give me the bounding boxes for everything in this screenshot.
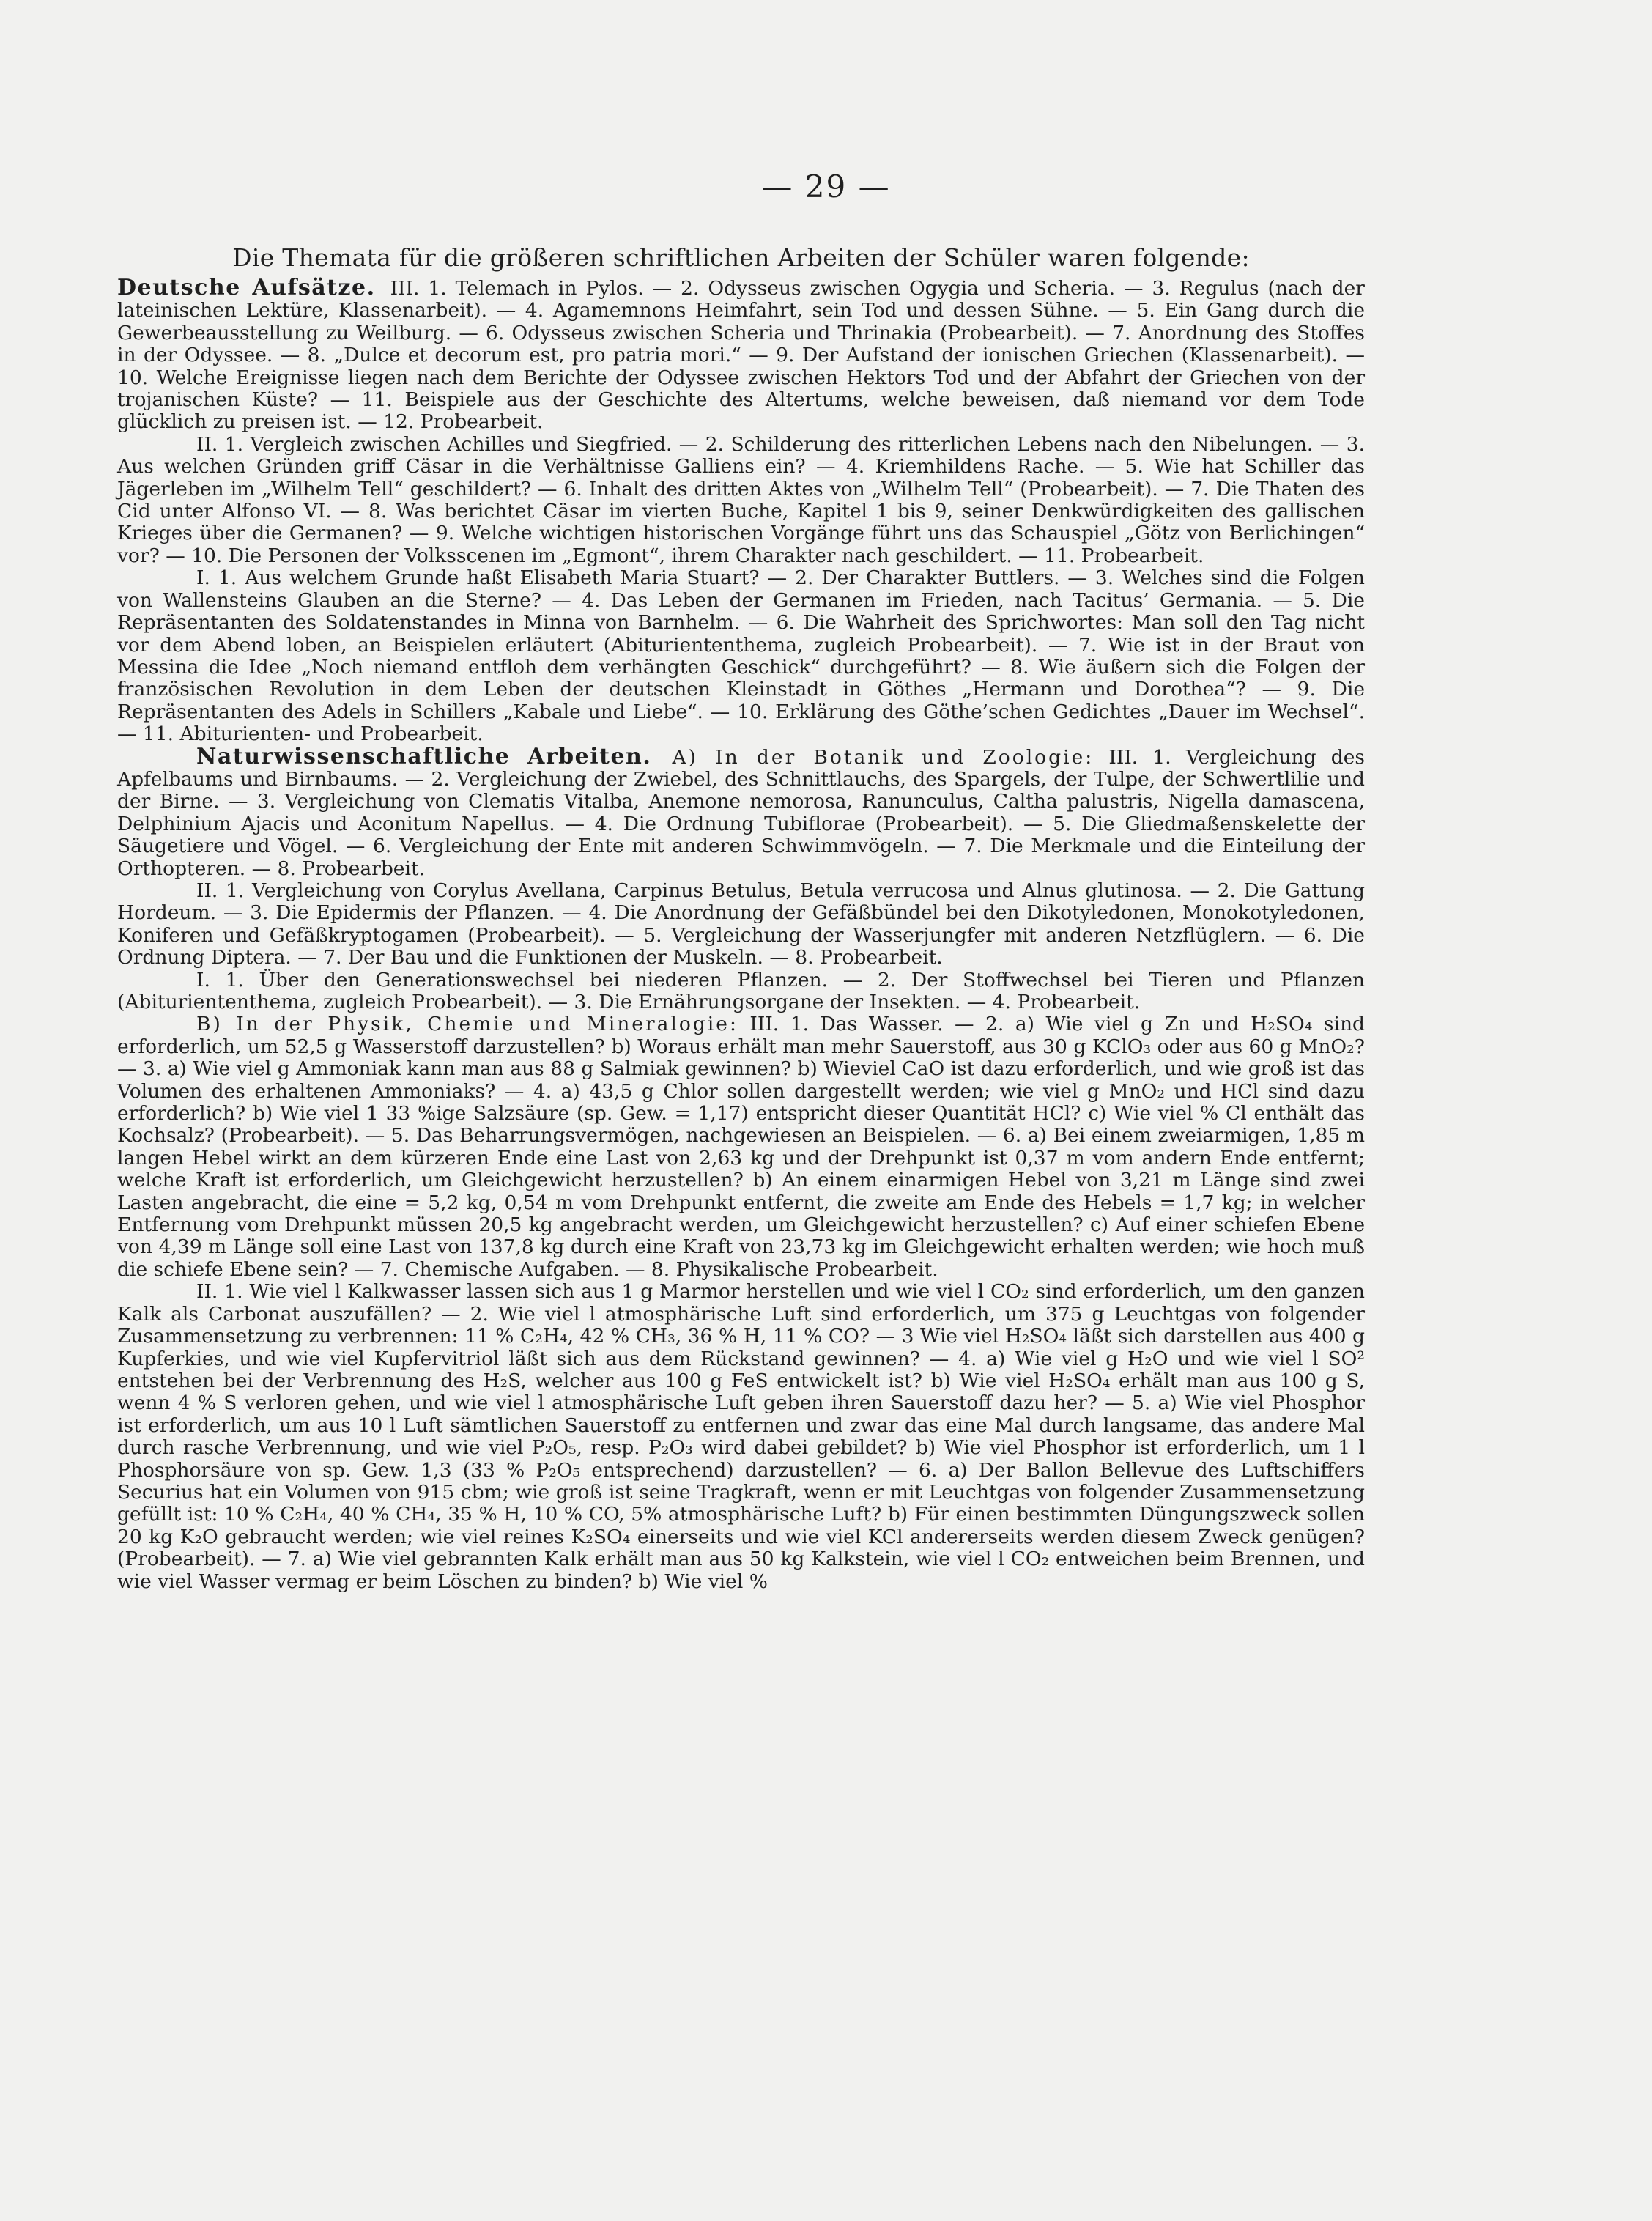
science-section-B-III bbox=[117, 1013, 1365, 1281]
science-section-B-II: II. 1. Wie viel l Kalkwasser lassen sich aus 1 g Marmor herstellen und wie viel l CO₂ sind erforderlich, um den ganzen Kalk als Carbonat auszufällen? — 2. Wie viel l atmosphärische Luft sind erforderlich, um 375 g Leuchtgas von folgender Zusammensetzung zu verbrennen: 11 % C₂H₄, 42 % CH₃, 36 % H, 11 % CO? — 3 Wie viel H₂SO₄ läßt sich darstellen aus 400 g Kupferkies, und wie viel Kupfervitriol läßt sich aus dem Rückstand gewinnen? — 4. a) Wie viel g H₂O und wie viel l SO² entstehen bei der Verbrennung des H₂S, welcher aus 100 g FeS entwickelt ist? b) Wie viel H₂SO₄ erhält man aus 100 g S, wenn 4 % S verloren gehen, und wie viel l atmosphärische Luft geben ihren Sauerstoff dazu her? — 5. a) Wie viel Phosphor ist erforderlich, um aus 10 l Luft sämtlichen Sauerstoff zu entfernen und zwar das eine Mal durch langsame, das andere Mal durch rasche Verbrennung, und wie viel P₂O₅, resp. P₂O₃ wird dabei gebildet? b) Wie viel Phosphor ist erforderlich, um 1 l Phosphorsäure von sp. Gew. 1,3 (33 % P₂O₅ entsprechend) darzustellen? — 6. a) Der Ballon Bellevue des Luftschiffers Securius hat ein Volumen von 915 cbm; wie groß ist seine Tragkraft, wenn er mit Leuchtgas von folgender Zusammensetzung gefüllt ist: 10 % C₂H₄, 40 % CH₄, 35 % H, 10 % CO, 5% atmosphärische Luft? b) Für einen bestimmten Düngungszweck sollen 20 kg K₂O gebraucht werden; wie viel reines K₂SO₄ einerseits und wie viel KCl andererseits werden diesem Zweck genügen? (Probearbeit). — 7. a) Wie viel gebrannten Kalk erhält man aus 50 kg Kalkstein, wie viel l CO₂ entweichen beim Brennen, und wie viel Wasser vermag er beim Löschen zu binden? b) Wie viel % bbox=[117, 1280, 1365, 1593]
science-section-A-I: I. 1. Über den Generationswechsel bei niederen Pflanzen. — 2. Der Stoffwechsel bei Tieren und Pflanzen (Abituriententhema, zugleich Probearbeit). — 3. Die Ernährungsorgane der Insekten. — 4. Probearbeit. bbox=[117, 968, 1365, 1013]
german-essays-class-I: I. 1. Aus welchem Grunde haßt Elisabeth Maria Stuart? — 2. Der Charakter Buttlers. — 3. Welches sind die Folgen von Wallensteins Glauben an die Sterne? — 4. Das Leben der Germanen im Frieden, nach Tacitus’ Germania. — 5. Die Repräsentanten des Soldatenstandes in Minna von Barnhelm. — 6. Die Wahrheit des Sprichwortes: Man soll den Tag nicht vor dem Abend loben, an Beispielen erläutert (Abituriententhema, zugleich Probearbeit). — 7. Wie ist in der Braut von Messina die Idee „Noch niemand entfloh dem verhängten Geschick“ durchgeführt? — 8. Wie äußern sich die Folgen der französischen Revolution in dem Leben der deutschen Kleinstadt in Göthes „Hermann und Dorothea“? — 9. Die Repräsentanten des Adels in Schillers „Kabale und Liebe“. — 10. Erklärung des Göthe’schen Gedichtes „Dauer im Wechsel“. — 11. Abiturienten- und Probearbeit. bbox=[117, 566, 1365, 746]
science-heading: Naturwissenschaftliche Arbeiten. bbox=[196, 743, 652, 769]
page-number: — 29 — bbox=[761, 169, 891, 204]
science-section-A-II: II. 1. Vergleichung von Corylus Avellana, Carpinus Betulus, Betula verrucosa und Alnus glutinosa. — 2. Die Gattung Hordeum. — 3. Die Epidermis der Pflanzen. — 4. Die Anordnung der Gefäßbündel bei den Dikotyledonen, Monokotyledonen, Koniferen und Gefäßkryptogamen (Probearbeit). — 5. Vergleichung der Wasserjungfer mit anderen Netzflüglern. — 6. Die Ordnung Diptera. — 7. Der Bau und die Funktionen der Muskeln. — 8. Probearbeit. bbox=[117, 879, 1365, 969]
section-B-intro: B) In der Physik, Chemie und Mineralogie: bbox=[196, 1013, 738, 1036]
german-essays-class-II: II. 1. Vergleich zwischen Achilles und Siegfried. — 2. Schilderung des ritterlichen Lebens nach den Nibelungen. — 3. Aus welchen Gründen griff Cäsar in die Verhältnisse Galliens ein? — 4. Kriemhildens Rache. — 5. Wie hat Schiller das Jägerleben im „Wilhelm Tell“ geschildert? — 6. Inhalt des dritten Aktes von „Wilhelm Tell“ (Probearbeit). — 7. Die Thaten des Cid unter Alfonso VI. — 8. Was berichtet Cäsar im vierten Buche, Kapitel 1 bis 9, seiner Denkwürdigkeiten des gallischen Krieges über die Germanen? — 9. Welche wichtigen historischen Vorgänge führt uns das Schauspiel „Götz von Berlichingen“ vor? — 10. Die Personen der Volksscenen im „Egmont“, ihrem Charakter nach geschildert. — 11. Probearbeit. bbox=[117, 432, 1365, 567]
german-essays-class-III bbox=[117, 277, 1365, 434]
german-essays-class-III-text: III. 1. Telemach in Pylos. — 2. Odysseus zwischen Ogygia und Scheria. — 3. Regulus (nach der lateinischen Lektüre, Klassenarbeit). — 4. Agamemnons Heimfahrt, sein Tod und dessen Sühne. — 5. Ein Gang durch die Gewerbeausstellung zu Weilburg. — 6. Odysseus zwischen Scheria und Thrinakia (Probearbeit). — 7. Anordnung des Stoffes in der Odyssee. — 8. „Dulce et decorum est, pro patria mori.“ — 9. Der Aufstand der ionischen Griechen (Klassenarbeit). — 10. Welche Ereignisse liegen nach dem Berichte der Odyssee zwischen Hektors Tod und der Abfahrt der Griechen von der trojanischen Küste? — 11. Beispiele aus der Geschichte des Altertums, welche beweisen, daß niemand vor dem Tode glücklich zu preisen ist. — 12. Probearbeit. bbox=[117, 277, 1365, 434]
section-A-III-text: III. 1. Vergleichung des Apfelbaums und Birnbaums. — 2. Vergleichung der Zwiebel, des Schnittlauchs, des Spargels, der Tulpe, der Schwertlilie und der Birne. — 3. Vergleichung von Clematis Vitalba, Anemone nemorosa, Ranunculus, Caltha palustris, Nigella damascena, Delphinium Ajacis und Aconitum Napellus. — 4. Die Ordnung Tubiflorae (Probearbeit). — 5. Die Gliedmaßenskelette der Säugetiere und Vögel. — 6. Vergleichung der Ente mit anderen Schwimmvögeln. — 7. Die Merkmale und die Einteilung der Orthopteren. — 8. Probearbeit. bbox=[117, 745, 1365, 880]
section-A-intro: A) In der Botanik und Zoologie: bbox=[672, 745, 1094, 769]
german-essays-heading: Deutsche Aufsätze. bbox=[117, 275, 376, 300]
page-content bbox=[117, 243, 1365, 1593]
section-B-III-text: III. 1. Das Wasser. — 2. a) Wie viel g Zn und H₂SO₄ sind erforderlich, um 52,5 g Wasserstoff darzustellen? b) Woraus erhält man mehr Sauerstoff, aus 30 g KClO₃ oder aus 60 g MnO₂? — 3. a) Wie viel g Ammoniak kann man aus 88 g Salmiak gewinnen? b) Wieviel CaO ist dazu erforderlich, und wie groß ist das Volumen des erhaltenen Ammoniaks? — 4. a) 43,5 g Chlor sollen dargestellt werden; wie viel g MnO₂ und HCl sind dazu erforderlich? b) Wie viel 1 33 %ige Salzsäure (sp. Gew. = 1,17) entspricht dieser Quantität HCl? c) Wie viel % Cl enthält das Kochsalz? (Probearbeit). — 5. Das Beharrungsvermögen, nachgewiesen an Beispielen. — 6. a) Bei einem zweiarmigen, 1,85 m langen Hebel wirkt an dem kürzeren Ende eine Last von 2,63 kg und der Drehpunkt ist 0,37 m vom andern Ende entfernt; welche Kraft ist erforderlich, um Gleichgewicht herzustellen? b) An einem einarmigen Hebel von 3,21 m Länge sind zwei Lasten angebracht, die eine = 5,2 kg, 0,54 m vom Drehpunkt entfernt, die zweite am Ende des Hebels = 1,7 kg; in welcher Entfernung vom Drehpunkt müssen 20,5 kg angebracht werden, um Gleichgewicht herzustellen? c) Auf einer schiefen Ebene von 4,39 m Länge soll eine Last von 137,8 kg durch eine Kraft von 23,73 kg im Gleichgewicht erhalten werden; wie hoch muß die schiefe Ebene sein? — 7. Chemische Aufgaben. — 8. Physikalische Probearbeit. bbox=[117, 1013, 1365, 1281]
intro-line: Die Themata für die größeren schriftlichen Arbeiten der Schüler waren folgende: bbox=[232, 243, 1250, 272]
science-section-A-III bbox=[117, 743, 1365, 880]
